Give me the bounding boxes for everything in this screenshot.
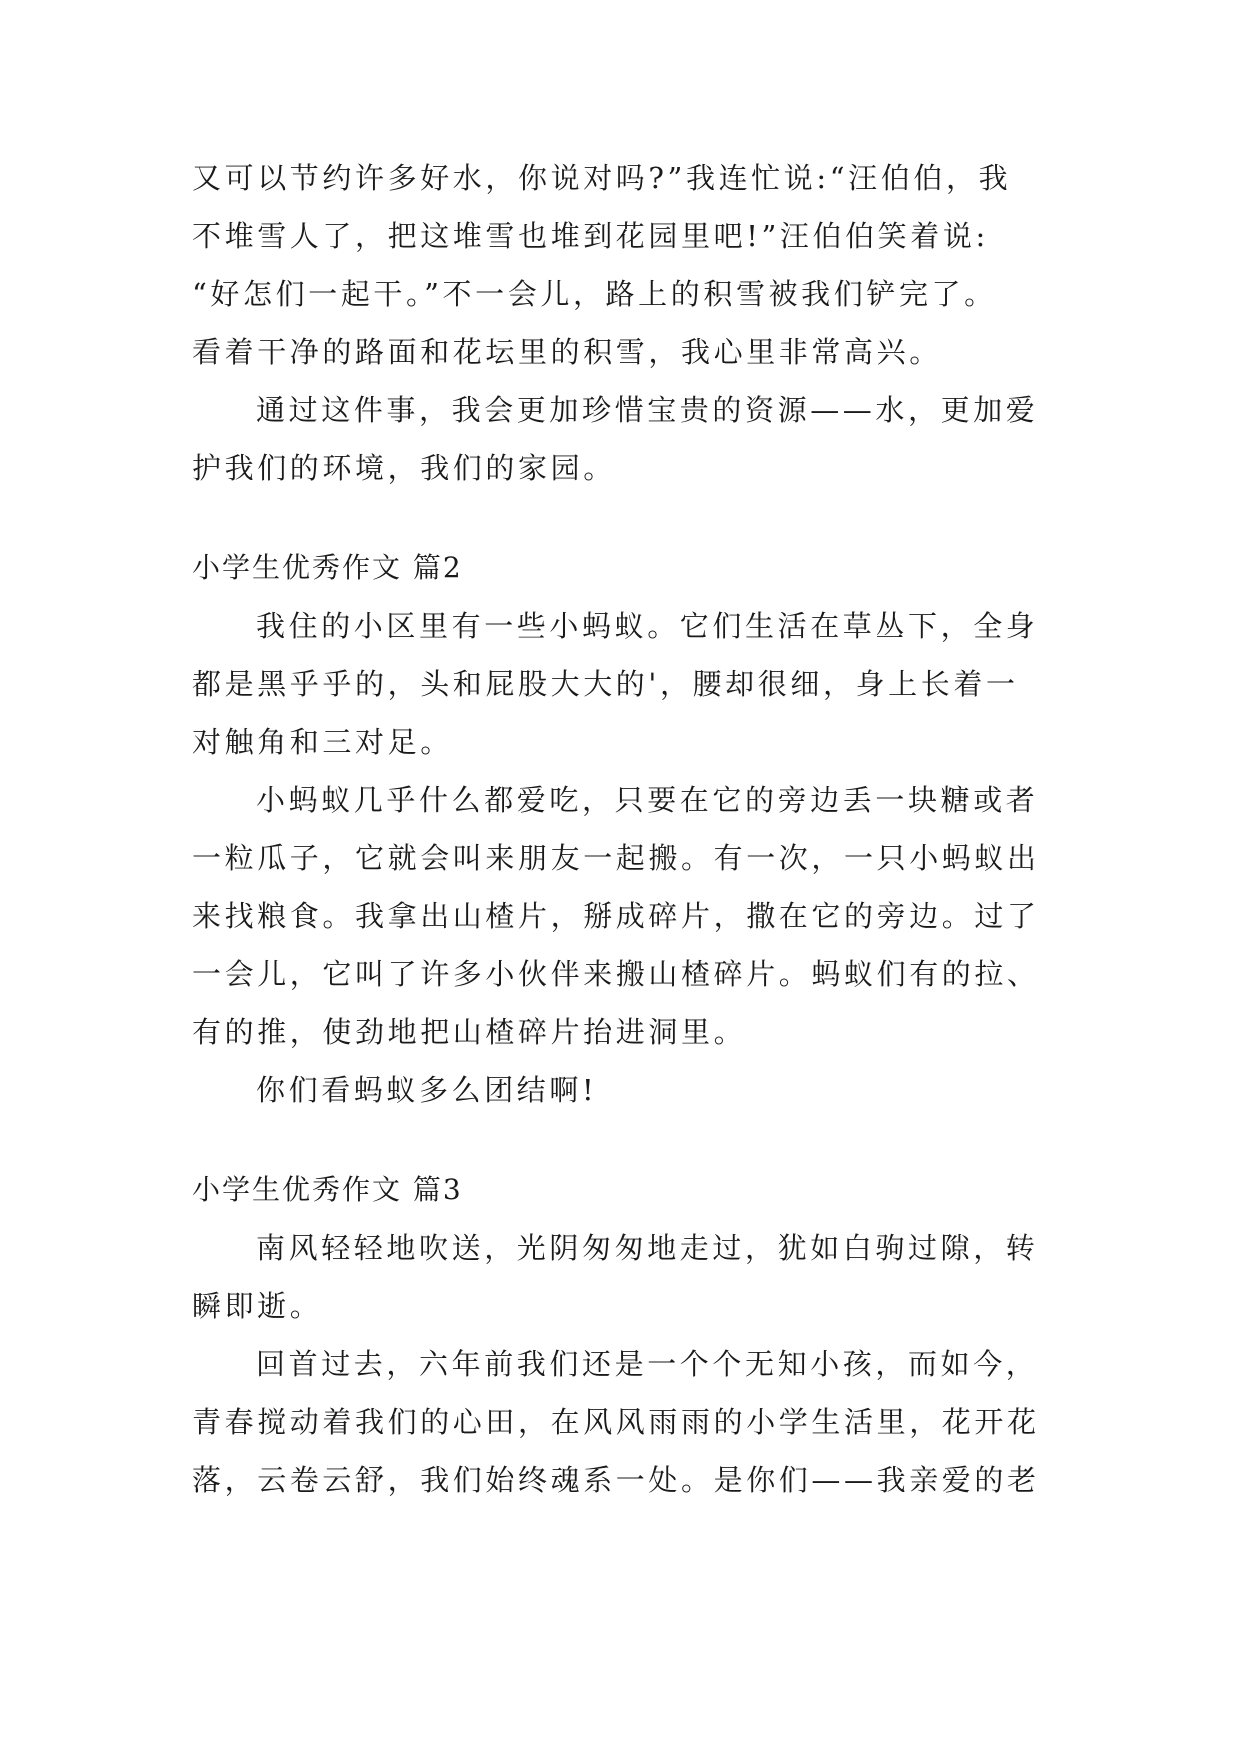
text-line: 护我们的环境，我们的家园。	[192, 451, 616, 485]
text-line: 通过这件事，我会更加珍惜宝贵的资源——水，更加爱	[256, 393, 1039, 427]
text-line: 不堆雪人了，把这堆雪也堆到花园里吧!”汪伯伯笑着说:	[192, 219, 989, 253]
section-heading: 小学生优秀作文 篇3	[192, 1173, 463, 1206]
text-line: 来找粮食。我拿出山楂片，掰成碎片，撒在它的旁边。过了	[192, 899, 1040, 933]
text-line: 看着干净的路面和花坛里的积雪，我心里非常高兴。	[192, 335, 942, 369]
text-line: 你们看蚂蚁多么团结啊!	[256, 1073, 598, 1107]
text-line: 对触角和三对足。	[192, 725, 453, 759]
text-line: “好怎们一起干。”不一会儿，路上的积雪被我们铲完了。	[192, 277, 997, 311]
text-line: 瞬即逝。	[192, 1289, 323, 1323]
text-line: 青春搅动着我们的心田，在风风雨雨的小学生活里，花开花	[192, 1405, 1040, 1439]
text-line: 小蚂蚁几乎什么都爱吃，只要在它的旁边丢一块糖或者	[256, 783, 1039, 817]
text-line: 南风轻轻地吹送，光阴匆匆地走过，犹如白驹过隙，转	[256, 1231, 1039, 1265]
text-line: 一会儿，它叫了许多小伙伴来搬山楂碎片。蚂蚁们有的拉、	[192, 957, 1040, 991]
text-line: 一粒瓜子，它就会叫来朋友一起搬。有一次，一只小蚂蚁出	[192, 841, 1040, 875]
text-line: 又可以节约许多好水，你说对吗?”我连忙说:“汪伯伯，我	[192, 161, 1012, 195]
section-heading: 小学生优秀作文 篇2	[192, 551, 463, 584]
text-line: 都是黑乎乎的，头和屁股大大的'，腰却很细，身上长着一	[192, 667, 1019, 701]
text-line: 回首过去，六年前我们还是一个个无知小孩，而如今，	[256, 1347, 1039, 1381]
text-line: 有的推，使劲地把山楂碎片抬进洞里。	[192, 1015, 747, 1049]
text-line: 我住的小区里有一些小蚂蚁。它们生活在草丛下，全身	[256, 609, 1039, 643]
text-line: 落，云卷云舒，我们始终魂系一处。是你们——我亲爱的老	[192, 1463, 1040, 1497]
